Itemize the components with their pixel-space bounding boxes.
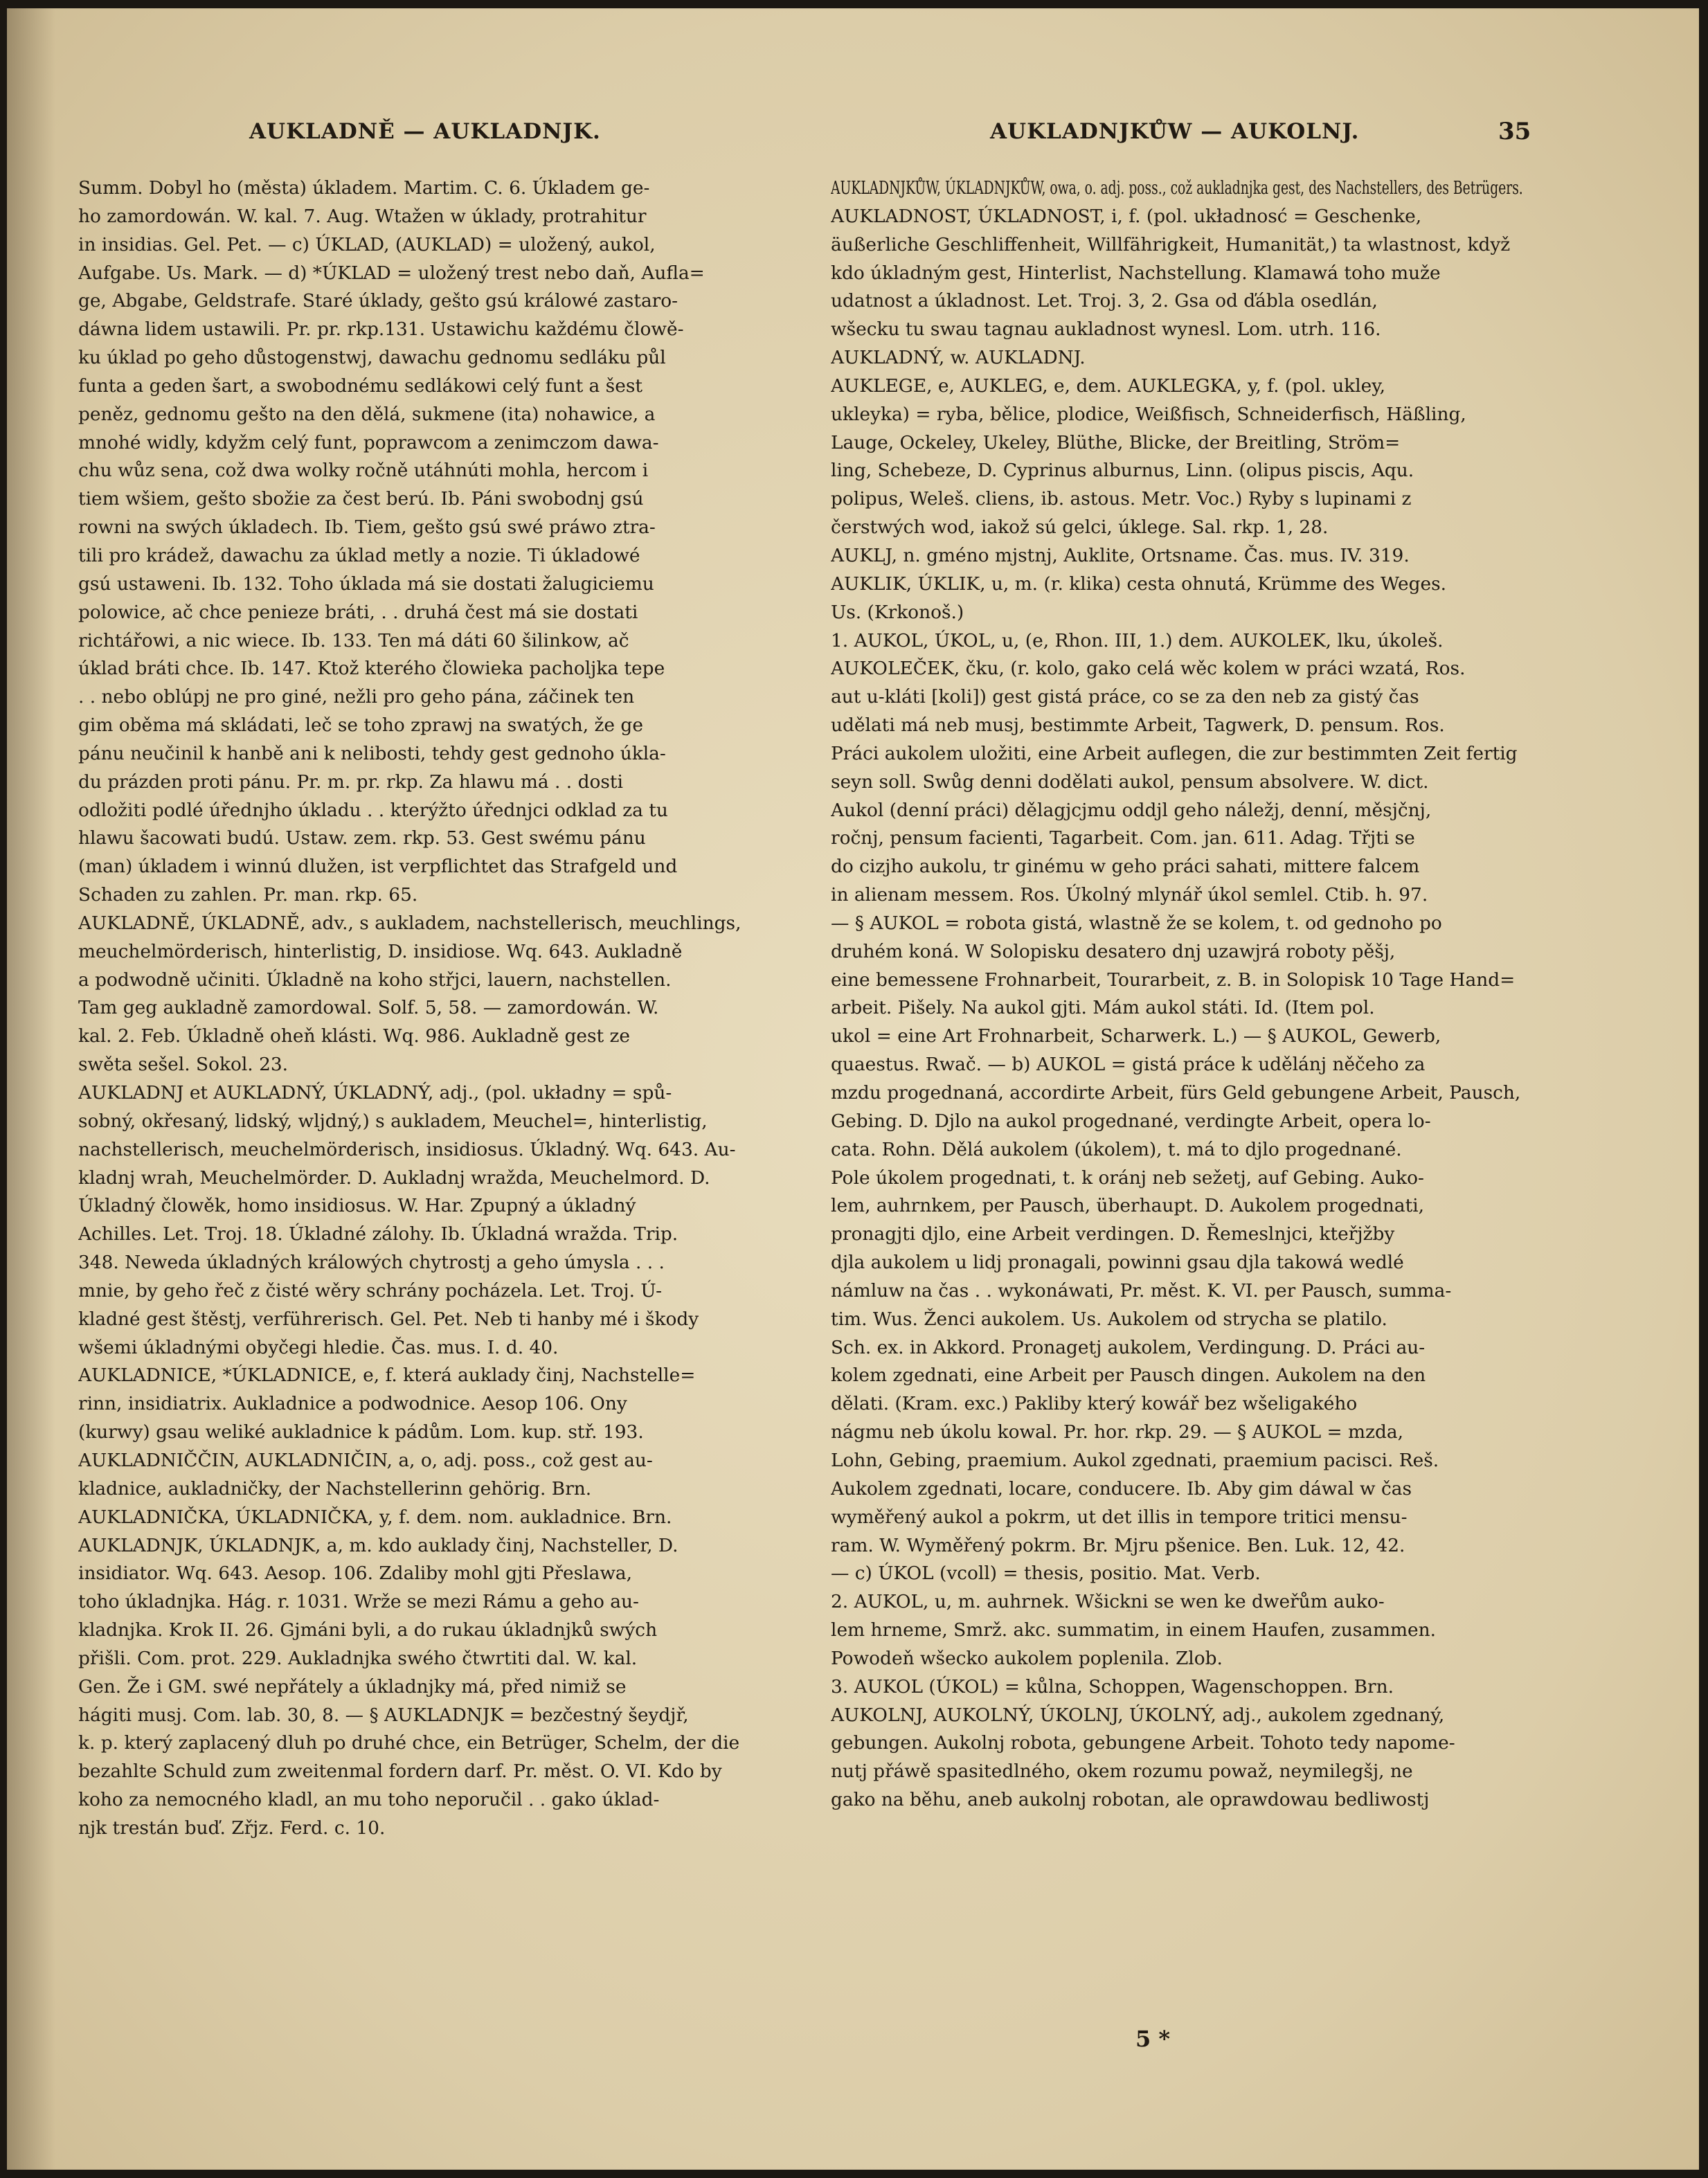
text-line: — c) ÚKOL (vcoll) = thesis, positio. Mat. Verb. <box>831 1563 1261 1585</box>
text-line: seyn soll. Swůg denni dodělati aukol, pensum absolvere. W. dict. <box>831 771 1429 793</box>
text-line: druhém koná. W Solopisku desatero dnj uzawjrá roboty pěšj, <box>831 940 1396 962</box>
text-line: in alienam messem. Ros. Úkolný mlynář úkol semlel. Ctib. h. 97. <box>831 884 1428 906</box>
text-line: lem, auhrnkem, per Pausch, überhaupt. D. Aukolem progednati, <box>831 1195 1425 1217</box>
text-line: du prázden proti pánu. Pr. m. pr. rkp. Za hlawu má . . dosti <box>78 771 623 793</box>
text-line: kladné gest štěstj, verführerisch. Gel. Pet. Neb ti hanby mé i škody <box>78 1308 699 1330</box>
text-line: udělati má neb musj, bestimmte Arbeit, Tagwerk, D. pensum. Ros. <box>831 714 1445 737</box>
text-line: 1. AUKOL, ÚKOL, u, (e, Rhon. III, 1.) dem. AUKOLEK, lku, úkoleš. <box>831 629 1444 651</box>
text-line: Us. (Krkonoš.) <box>831 601 964 623</box>
text-line: 2. AUKOL, u, m. auhrnek. Wšickni se wen ke dweřům auko- <box>831 1591 1385 1613</box>
text-line: kolem zgednati, eine Arbeit per Pausch dingen. Aukolem na den <box>831 1365 1426 1387</box>
text-line: in insidias. Gel. Pet. — c) ÚKLAD, (AUKLAD) = uložený, aukol, <box>78 233 656 255</box>
text-line: AUKLIK, ÚKLIK, u, m. (r. klika) cesta ohnutá, Krümme des Weges. <box>831 573 1447 595</box>
text-line: meuchelmörderisch, hinterlistig, D. insidiose. Wq. 643. Aukladně <box>78 940 683 962</box>
text-line: richtářowi, a nic wiece. Ib. 133. Ten má dáti 60 šilinkow, ač <box>78 629 629 651</box>
text-line: kdo úkladným gest, Hinterlist, Nachstellung. Klamawá toho muže <box>831 262 1441 284</box>
text-line: peněz, gednomu gešto na den dělá, sukmene (ita) nohawice, a <box>78 403 656 425</box>
text-line: AUKOLEČEK, čku, (r. kolo, gako celá wěc kolem w práci wzatá, Ros. <box>831 658 1466 680</box>
text-line: AUKLADNIČČIN, AUKLADNIČIN, a, o, adj. poss., což gest au- <box>78 1449 653 1471</box>
text-line: námluw na čas . . wykonáwati, Pr. měst. K. VI. per Pausch, summa- <box>831 1279 1452 1302</box>
text-line: Gen. Že i GM. swé nepřátely a úkladnjky má, před nimiž se <box>78 1675 627 1698</box>
text-line: äußerliche Geschliffenheit, Willfährigkeit, Humanität,) ta wlastnost, když <box>831 233 1511 255</box>
text-line: Práci aukolem uložiti, eine Arbeit auflegen, die zur bestimmten Zeit fertig <box>831 742 1518 764</box>
text-line: quaestus. Rwač. — b) AUKOL = gistá práce k udělánj něčeho za <box>831 1054 1426 1076</box>
text-line: Tam geg aukladně zamordowal. Solf. 5, 58. — zamordowán. W. <box>78 997 659 1019</box>
text-line: cata. Rohn. Dělá aukolem (úkolem), t. má to djlo progednané. <box>831 1138 1402 1160</box>
text-line: AUKLADNJ et AUKLADNÝ, ÚKLADNÝ, adj., (pol. układny = spů- <box>78 1082 672 1104</box>
running-head-right: AUKLADNJKŮW — AUKOLNJ. <box>990 119 1360 144</box>
text-line: wšemi úkladnými obyčegi hledie. Čas. mus. I. d. 40. <box>78 1336 559 1358</box>
text-line: Gebing. D. Djlo na aukol progednané, verdingte Arbeit, opera lo- <box>831 1110 1431 1132</box>
text-line: wyměřený aukol a pokrm, ut det illis in tempore tritici mensu- <box>831 1506 1408 1528</box>
text-line: nágmu neb úkolu kowal. Pr. hor. rkp. 29. — § AUKOL = mzda, <box>831 1421 1403 1443</box>
text-line: eine bemessene Frohnarbeit, Tourarbeit, z. B. in Solopisk 10 Tage Hand= <box>831 969 1516 991</box>
text-line: AUKLADNJK, ÚKLADNJK, a, m. kdo auklady činj, Nachsteller, D. <box>78 1534 678 1556</box>
text-line: ukol = eine Art Frohnarbeit, Scharwerk. L.) — § AUKOL, Gewerb, <box>831 1025 1441 1047</box>
text-line: AUKLEGE, e, AUKLEG, e, dem. AUKLEGKA, y, f. (pol. ukley, <box>831 375 1386 397</box>
text-line: hágiti musj. Com. lab. 30, 8. — § AUKLADNJK = bezčestný šeydjř, <box>78 1704 689 1726</box>
text-line: čerstwých wod, iakož sú gelci, úklege. Sal. rkp. 1, 28. <box>831 516 1329 539</box>
text-line: gim oběma má skládati, leč se toho zprawj na swatých, že ge <box>78 714 643 737</box>
text-line: udatnost a úkladnost. Let. Troj. 3, 2. Gsa od ďábla osedlán, <box>831 290 1378 312</box>
text-line: AUKLADNĚ, ÚKLADNĚ, adv., s aukladem, nachstellerisch, meuchlings, <box>78 912 741 934</box>
text-line: kladnj wrah, Meuchelmörder. D. Aukladnj wražda, Meuchelmord. D. <box>78 1167 710 1189</box>
text-line: chu wůz sena, což dwa wolky ročně utáhnúti mohla, hercom i <box>78 460 649 482</box>
running-head-left: AUKLADNĚ — AUKLADNJK. <box>249 119 601 144</box>
text-line: swěta sešel. Sokol. 23. <box>78 1054 289 1076</box>
text-line: Schaden zu zahlen. Pr. man. rkp. 65. <box>78 884 418 906</box>
text-line: Pole úkolem progednati, t. k oránj neb sežetj, auf Gebing. Auko- <box>831 1167 1424 1189</box>
text-line: AUKLJ, n. gméno mjstnj, Auklite, Ortsname. Čas. mus. IV. 319. <box>831 544 1410 566</box>
text-line: ročnj, pensum facienti, Tagarbeit. Com. jan. 611. Adag. Třjti se <box>831 827 1415 849</box>
text-line: pronagjti djlo, eine Arbeit verdingen. D. Řemeslnjci, kteřjžby <box>831 1223 1395 1245</box>
text-line: 3. AUKOL (ÚKOL) = kůlna, Schoppen, Wagenschoppen. Brn. <box>831 1675 1394 1698</box>
text-line: rowni na swých úkladech. Ib. Tiem, gešto gsú swé práwo ztra- <box>78 516 656 539</box>
text-line: do cizjho aukolu, tr ginému w geho práci sahati, mittere falcem <box>831 856 1420 878</box>
text-line: Úkladný člowěk, homo insidiosus. W. Har. Zpupný a úkladný <box>78 1195 636 1217</box>
text-line: Sch. ex. in Akkord. Pronagetj aukolem, Verdingung. D. Práci au- <box>831 1336 1426 1358</box>
text-line: Aukol (denní práci) dělagjcjmu oddjl geho náležj, denní, měsjčnj, <box>831 799 1432 821</box>
text-line: — § AUKOL = robota gistá, wlastně že se kolem, t. od gednoho po <box>831 912 1442 934</box>
page-number: 35 <box>1498 118 1531 145</box>
text-line: koho za nemocného kladl, an mu toho neporučil . . gako úklad- <box>78 1789 660 1811</box>
text-line: kal. 2. Feb. Úkladně oheň klásti. Wq. 986. Aukladně gest ze <box>78 1025 631 1047</box>
text-line: djla aukolem u lidj pronagali, powinni gsau djla takowá wedlé <box>831 1252 1404 1274</box>
text-line: kladnice, aukladničky, der Nachstellerinn gehörig. Brn. <box>78 1477 592 1500</box>
book-page <box>7 8 1699 2170</box>
text-line: ukleyka) = ryba, bělice, plodice, Weißfisch, Schneiderfisch, Häßling, <box>831 403 1466 425</box>
text-line: rinn, insidiatrix. Aukladnice a podwodnice. Aesop 106. Ony <box>78 1393 627 1415</box>
text-line: mzdu progednaná, accordirte Arbeit, fürs Geld gebungene Arbeit, Pausch, <box>831 1082 1521 1104</box>
text-line: insidiator. Wq. 643. Aesop. 106. Zdaliby mohl gjti Přeslawa, <box>78 1563 633 1585</box>
text-line: gsú ustaweni. Ib. 132. Toho úklada má sie dostati žalugiciemu <box>78 573 654 595</box>
text-line: přišli. Com. prot. 229. Aukladnjka swého čtwrtiti dal. W. kal. <box>78 1647 638 1669</box>
text-line: AUKLADNICE, *ÚKLADNICE, e, f. která auklady činj, Nachstelle= <box>78 1365 696 1387</box>
text-line: Lauge, Ockeley, Ukeley, Blüthe, Blicke, der Breitling, Ström= <box>831 431 1401 453</box>
text-line: AUKLADNOST, ÚKLADNOST, i, f. (pol. układnosć = Geschenke, <box>831 205 1422 227</box>
text-line: odložiti podlé úřednjho úkladu . . kterýžto úřednjci odklad za tu <box>78 799 668 821</box>
text-line: Lohn, Gebing, praemium. Aukol zgednati, praemium pacisci. Reš. <box>831 1449 1439 1471</box>
text-line: funta a geden šart, a swobodnému sedlákowi celý funt a šest <box>78 375 642 397</box>
text-line: hlawu šacowati budú. Ustaw. zem. rkp. 53. Gest swému pánu <box>78 827 646 849</box>
text-line: tiem wšiem, gešto sbožie za čest berú. Ib. Páni swobodnj gsú <box>78 488 644 510</box>
text-line: polipus, Weleš. cliens, ib. astous. Metr. Voc.) Ryby s lupinami z <box>831 488 1412 510</box>
text-line: Powodeň wšecko aukolem poplenila. Zlob. <box>831 1647 1223 1669</box>
text-line: ku úklad po geho důstogenstwj, dawachu gednomu sedláku půl <box>78 347 666 369</box>
text-line: Achilles. Let. Troj. 18. Úkladné zálohy. Ib. Úkladná wražda. Trip. <box>78 1223 678 1245</box>
text-line: njk trestán buď. Zřjz. Ferd. c. 10. <box>78 1817 386 1839</box>
text-line: mnohé widly, kdyžm celý funt, poprawcom a zenimczom dawa- <box>78 431 659 453</box>
text-line: gako na běhu, aneb aukolnj robotan, ale oprawdowau bedliwostj <box>831 1789 1430 1811</box>
text-line: ram. W. Wyměřený pokrm. Br. Mjru pšenice. Ben. Luk. 12, 42. <box>831 1534 1405 1556</box>
text-line: wšecku tu swau tagnau aukladnost wynesl. Lom. utrh. 116. <box>831 318 1381 341</box>
text-line: AUKOLNJ, AUKOLNÝ, ÚKOLNJ, ÚKOLNÝ, adj., aukolem zgednaný, <box>831 1704 1445 1726</box>
gutter-shadow <box>7 8 55 2170</box>
text-line: dáwna lidem ustawili. Pr. pr. rkp.131. Ustawichu každému člowě- <box>78 318 684 341</box>
text-line: AUKLADNJKŮW, ÚKLADNJKŮW, owa, o. adj. poss., což aukladnjka gest, des Nachstellers, des Betrügers. <box>831 177 1523 199</box>
text-line: Aufgabe. Us. Mark. — d) *ÚKLAD = uložený trest nebo daň, Aufla= <box>78 262 705 284</box>
text-line: gebungen. Aukolnj robota, gebungene Arbeit. Tohoto tedy napome- <box>831 1732 1455 1754</box>
text-line: úklad bráti chce. Ib. 147. Ktož kterého člowieka pacholjka tepe <box>78 658 665 680</box>
right-column <box>831 174 1523 1815</box>
text-line: 348. Neweda úkladných králowých chytrostj a geho úmysla . . . <box>78 1252 665 1274</box>
text-line: mnie, by geho řeč z čisté wěry schrány pocházela. Let. Troj. Ú- <box>78 1279 663 1302</box>
text-line: aut u-kláti [koli]) gest gistá práce, co se za den neb za gistý čas <box>831 686 1419 708</box>
text-line: k. p. který zaplacený dluh po druhé chce, ein Betrüger, Schelm, der die <box>78 1732 740 1754</box>
left-column <box>78 174 784 1843</box>
text-line: polowice, ač chce penieze bráti, . . druhá čest má sie dostati <box>78 601 638 623</box>
text-line: bezahlte Schuld zum zweitenmal fordern darf. Pr. měst. O. VI. Kdo by <box>78 1761 722 1783</box>
text-line: ling, Schebeze, D. Cyprinus alburnus, Linn. (olipus piscis, Aqu. <box>831 460 1414 482</box>
text-line: arbeit. Pišely. Na aukol gjti. Mám aukol státi. Id. (Item pol. <box>831 997 1375 1019</box>
text-line: kladnjka. Krok II. 26. Gjmáni byli, a do rukau úkladnjků swých <box>78 1619 658 1641</box>
text-line: Summ. Dobyl ho (města) úkladem. Martim. C. 6. Úkladem ge- <box>78 177 650 199</box>
text-line: nachstellerisch, meuchelmörderisch, insidiosus. Úkladný. Wq. 643. Au- <box>78 1138 736 1160</box>
text-line: pánu neučinil k hanbě ani k nelibosti, tehdy gest gednoho úkla- <box>78 742 666 764</box>
text-line: lem hrneme, Smrž. akc. summatim, in einem Haufen, zusammen. <box>831 1619 1437 1641</box>
text-line: tili pro krádež, dawachu za úklad metly a nozie. Ti úkladowé <box>78 544 640 566</box>
signature-mark: 5 * <box>1135 2026 1171 2052</box>
text-line: nutj přáwě spasitedlného, okem rozumu powaž, neymilegšj, ne <box>831 1761 1413 1783</box>
text-line: sobný, okřesaný, lidský, wljdný,) s aukladem, Meuchel=, hinterlistig, <box>78 1110 708 1132</box>
text-line: (kurwy) gsau weliké aukladnice k pádům. Lom. kup. stř. 193. <box>78 1421 644 1443</box>
text-line: dělati. (Kram. exc.) Pakliby který kowář bez wšeligakého <box>831 1393 1358 1415</box>
text-line: a podwodně učiniti. Úkladně na koho střjci, lauern, nachstellen. <box>78 969 672 991</box>
text-line: AUKLADNIČKA, ÚKLADNIČKA, y, f. dem. nom. aukladnice. Brn. <box>78 1506 672 1528</box>
text-line: (man) úkladem i winnú dlužen, ist verpflichtet das Strafgeld und <box>78 856 678 878</box>
text-line: ge, Abgabe, Geldstrafe. Staré úklady, gešto gsú králowé zastaro- <box>78 290 678 312</box>
text-line: tim. Wus. Ženci aukolem. Us. Aukolem od strycha se platilo. <box>831 1308 1387 1330</box>
text-line: toho úkladnjka. Hág. r. 1031. Wrže se mezi Rámu a geho au- <box>78 1591 639 1613</box>
text-line: ho zamordowán. W. kal. 7. Aug. Wtažen w úklady, protrahitur <box>78 205 647 227</box>
text-line: . . nebo oblúpj ne pro giné, nežli pro geho pána, záčinek ten <box>78 686 635 708</box>
text-line: Aukolem zgednati, locare, conducere. Ib. Aby gim dáwal w čas <box>831 1477 1412 1500</box>
text-line: AUKLADNÝ, w. AUKLADNJ. <box>831 347 1086 369</box>
